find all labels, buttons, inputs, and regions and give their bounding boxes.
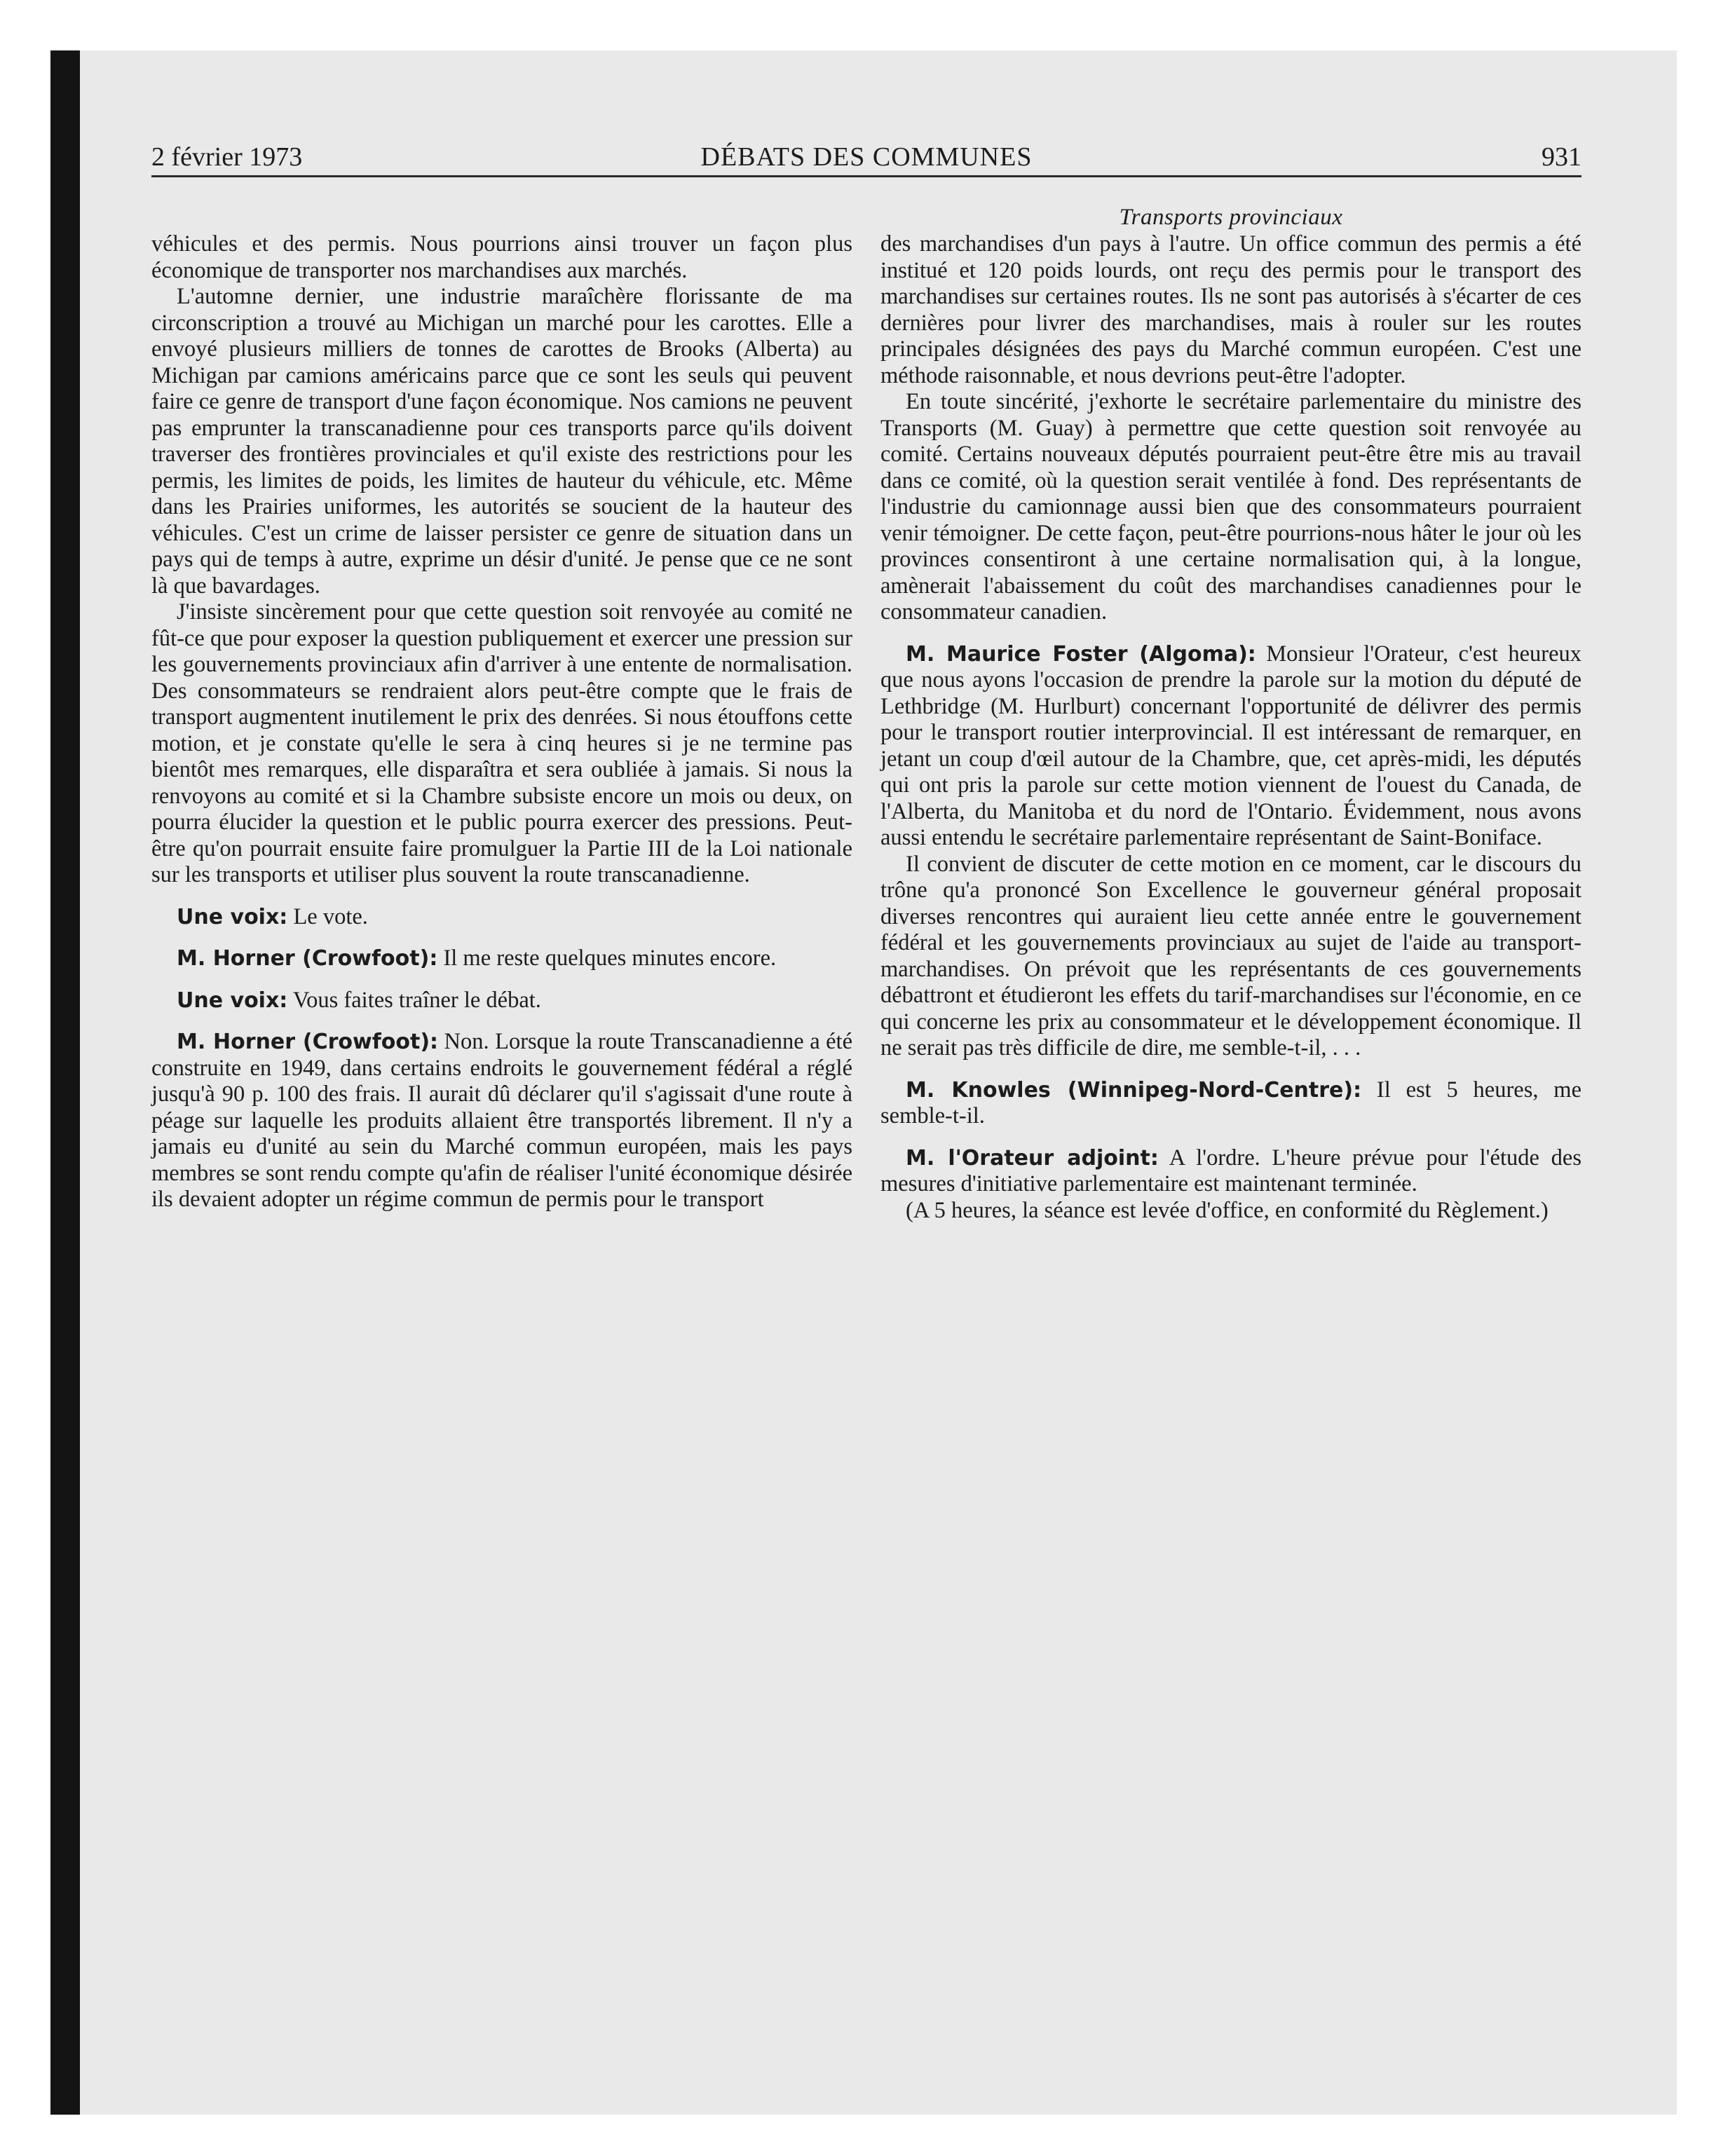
binding-shadow xyxy=(50,50,80,2115)
speaker-name: M. Horner (Crowfoot): xyxy=(177,946,438,971)
speech-text: Le vote. xyxy=(293,903,368,929)
speech-paragraph xyxy=(151,904,852,931)
speech-text: Il est 5 heures, me semble-t-il. xyxy=(880,1077,1582,1128)
paragraph: Il convient de discuter de cette motion en ce moment, car le discours du trône qu'a prononcé Son Excellence le gouverneur général proposait diverses rencontres qui auraient lieu cette année entre le gouvernement fédéral et les gouvernements provinciaux au sujet de l'aide au transport-marchandises. On prévoit que les représentants de ces gouvernements débattront et étudieront les effets du tarif-marchandises sur l'économie, en ce qui concerne les prix au consommateur et le développement économique. Il ne serait pas très difficile de dire, me semble-t-il, . . . xyxy=(880,851,1581,1060)
paragraph: En toute sincérité, j'exhorte le secrétaire parlementaire du ministre des Transports (M. Guay) à permettre que cette question soit renvoyée au comité. Certains nouveaux députés pourraient peut-être être mis au travail dans ce comité, où la question serait ventilée à fond. Des représentants de l'industrie du camionnage aussi bien que des consommateurs pourraient venir témoigner. De cette façon, peut-être pourrions-nous hâter le jour où les provinces consentiront à une certaine normalisation qui, à la longue, amènerait l'abaissement du coût des marchandises canadiennes pour le consommateur canadien. xyxy=(880,389,1581,625)
header-title: DÉBATS DES COMMUNES xyxy=(700,142,1033,172)
page-number: 931 xyxy=(1542,142,1581,172)
header-date: 2 février 1973 xyxy=(151,142,303,172)
speaker-name: M. l'Orateur adjoint: xyxy=(906,1145,1159,1171)
paragraph: L'automne dernier, une industrie maraîchère florissante de ma circonscription a trouvé au Michigan un marché pour les carottes. Elle a envoyé plusieurs milliers de tonnes de carottes de Brooks (Alberta) au Michigan par camions américains parce que ce sont les seuls qui peuvent faire ce genre de transport d'une façon économique. Nos camions ne peuvent pas emprunter la transcanadienne pour ces transports parce qu'ils doivent traverser des frontières provinciales et qu'il existe des restrictions pour les permis, les limites de poids, les limites de hauteur du véhicule, etc. Même dans les Prairies uniformes, les autorités se soucient de la hauteur des véhicules. C'est un crime de laisser persister ce genre de situation dans un pays qui de temps à autre, exprime un désir d'unité. Je pense que ce ne sont là que bavardages. xyxy=(151,284,852,599)
speaker-name: Une voix: xyxy=(177,988,288,1013)
paragraph: véhicules et des permis. Nous pourrions ainsi trouver un façon plus économique de transporter nos marchandises aux marchés. xyxy=(151,231,852,283)
header-rule xyxy=(151,175,1581,177)
speech-paragraph xyxy=(880,641,1581,852)
paragraph: J'insiste sincèrement pour que cette question soit renvoyée au comité ne fût-ce que pour exposer la question publiquement et exercer une pression sur les gouvernements provinciaux afin d'arriver à une entente de normalisation. Des consommateurs se rendraient alors peut-être compte que le frais de transport augmentent inutilement le prix des denrées. Si nous étouffons cette motion, et je constate qu'elle le sera à cinq heures si je ne termine pas bientôt mes remarques, elle disparaîtra et sera oubliée à jamais. Si nous la renvoyons au comité et si la Chambre subsiste encore un mois ou deux, on pourra élucider la question et le public pourra exercer des pressions. Peut-être qu'on pourrait ensuite faire promulguer la Partie III de la Loi nationale sur les transports et utiliser plus souvent la route transcanadienne. xyxy=(151,599,852,887)
speech-text: Vous faites traîner le débat. xyxy=(292,987,541,1013)
speech-paragraph xyxy=(880,1145,1581,1198)
speaker-name: Une voix: xyxy=(177,904,288,929)
speech-text: Monsieur l'Orateur, c'est heureux que nous ayons l'occasion de prendre la parole sur la motion du député de Lethbridge (M. Hurlburt) concernant l'opportunité de délivrer des permis pour le transport routier interprovincial. Il est intéressant de remarquer, en jetant un coup d'œil autour de la Chambre, que, cet après-midi, les députés qui ont pris la parole sur cette motion viennent de l'ouest du Canada, de l'Alberta, du Manitoba et du nord de l'Ontario. Évidemment, nous avons aussi entendu le secrétaire parlementaire représentant de Saint-Boniface. xyxy=(880,641,1582,850)
speech-paragraph xyxy=(151,1029,852,1213)
speech-paragraph xyxy=(151,946,852,972)
paragraph: des marchandises d'un pays à l'autre. Un office commun des permis a été institué et 120 poids lourds, ont reçu des permis pour le transport des marchandises sur certaines routes. Ils ne sont pas autorisés à s'écarter de ces dernières pour livrer des marchandises, mais à rouler sur les routes principales désignées des pays du Marché commun européen. C'est une méthode raisonnable, et nous devrions peut-être l'adopter. xyxy=(880,231,1581,388)
running-header xyxy=(151,139,1581,175)
speech-paragraph xyxy=(151,988,852,1014)
speech-text: A l'ordre. L'heure prévue pour l'étude des mesures d'initiative parlementaire est maintenant terminée. xyxy=(880,1145,1581,1196)
speaker-name: M. Horner (Crowfoot): xyxy=(177,1030,439,1054)
section-heading: Transports provinciaux xyxy=(1119,205,1343,230)
speaker-name: M. Knowles (Winnipeg-Nord-Centre): xyxy=(906,1077,1362,1103)
right-column xyxy=(880,203,1581,1224)
speech-text: Il me reste quelques minutes encore. xyxy=(443,946,777,971)
speech-paragraph xyxy=(880,1077,1581,1130)
speaker-name: M. Maurice Foster (Algoma): xyxy=(906,641,1256,667)
paragraph: (A 5 heures, la séance est levée d'office, en conformité du Règlement.) xyxy=(906,1197,1549,1223)
speech-text: Non. Lorsque la route Transcanadienne a été construite en 1949, dans certains endroits le gouvernement fédéral a réglé jusqu'à 90 p. 100 des frais. Il aurait dû déclarer qu'il s'agissait d'une route à péage sur laquelle les produits allaient être transportés librement. Il n'y a jamais eu d'unité au sein du Marché commun européen, mais les pays membres se sont rendu compte qu'afin de réaliser l'unité économique désirée ils devaient adopter un régime commun de permis pour le transport xyxy=(151,1029,852,1212)
left-column xyxy=(151,231,852,1213)
